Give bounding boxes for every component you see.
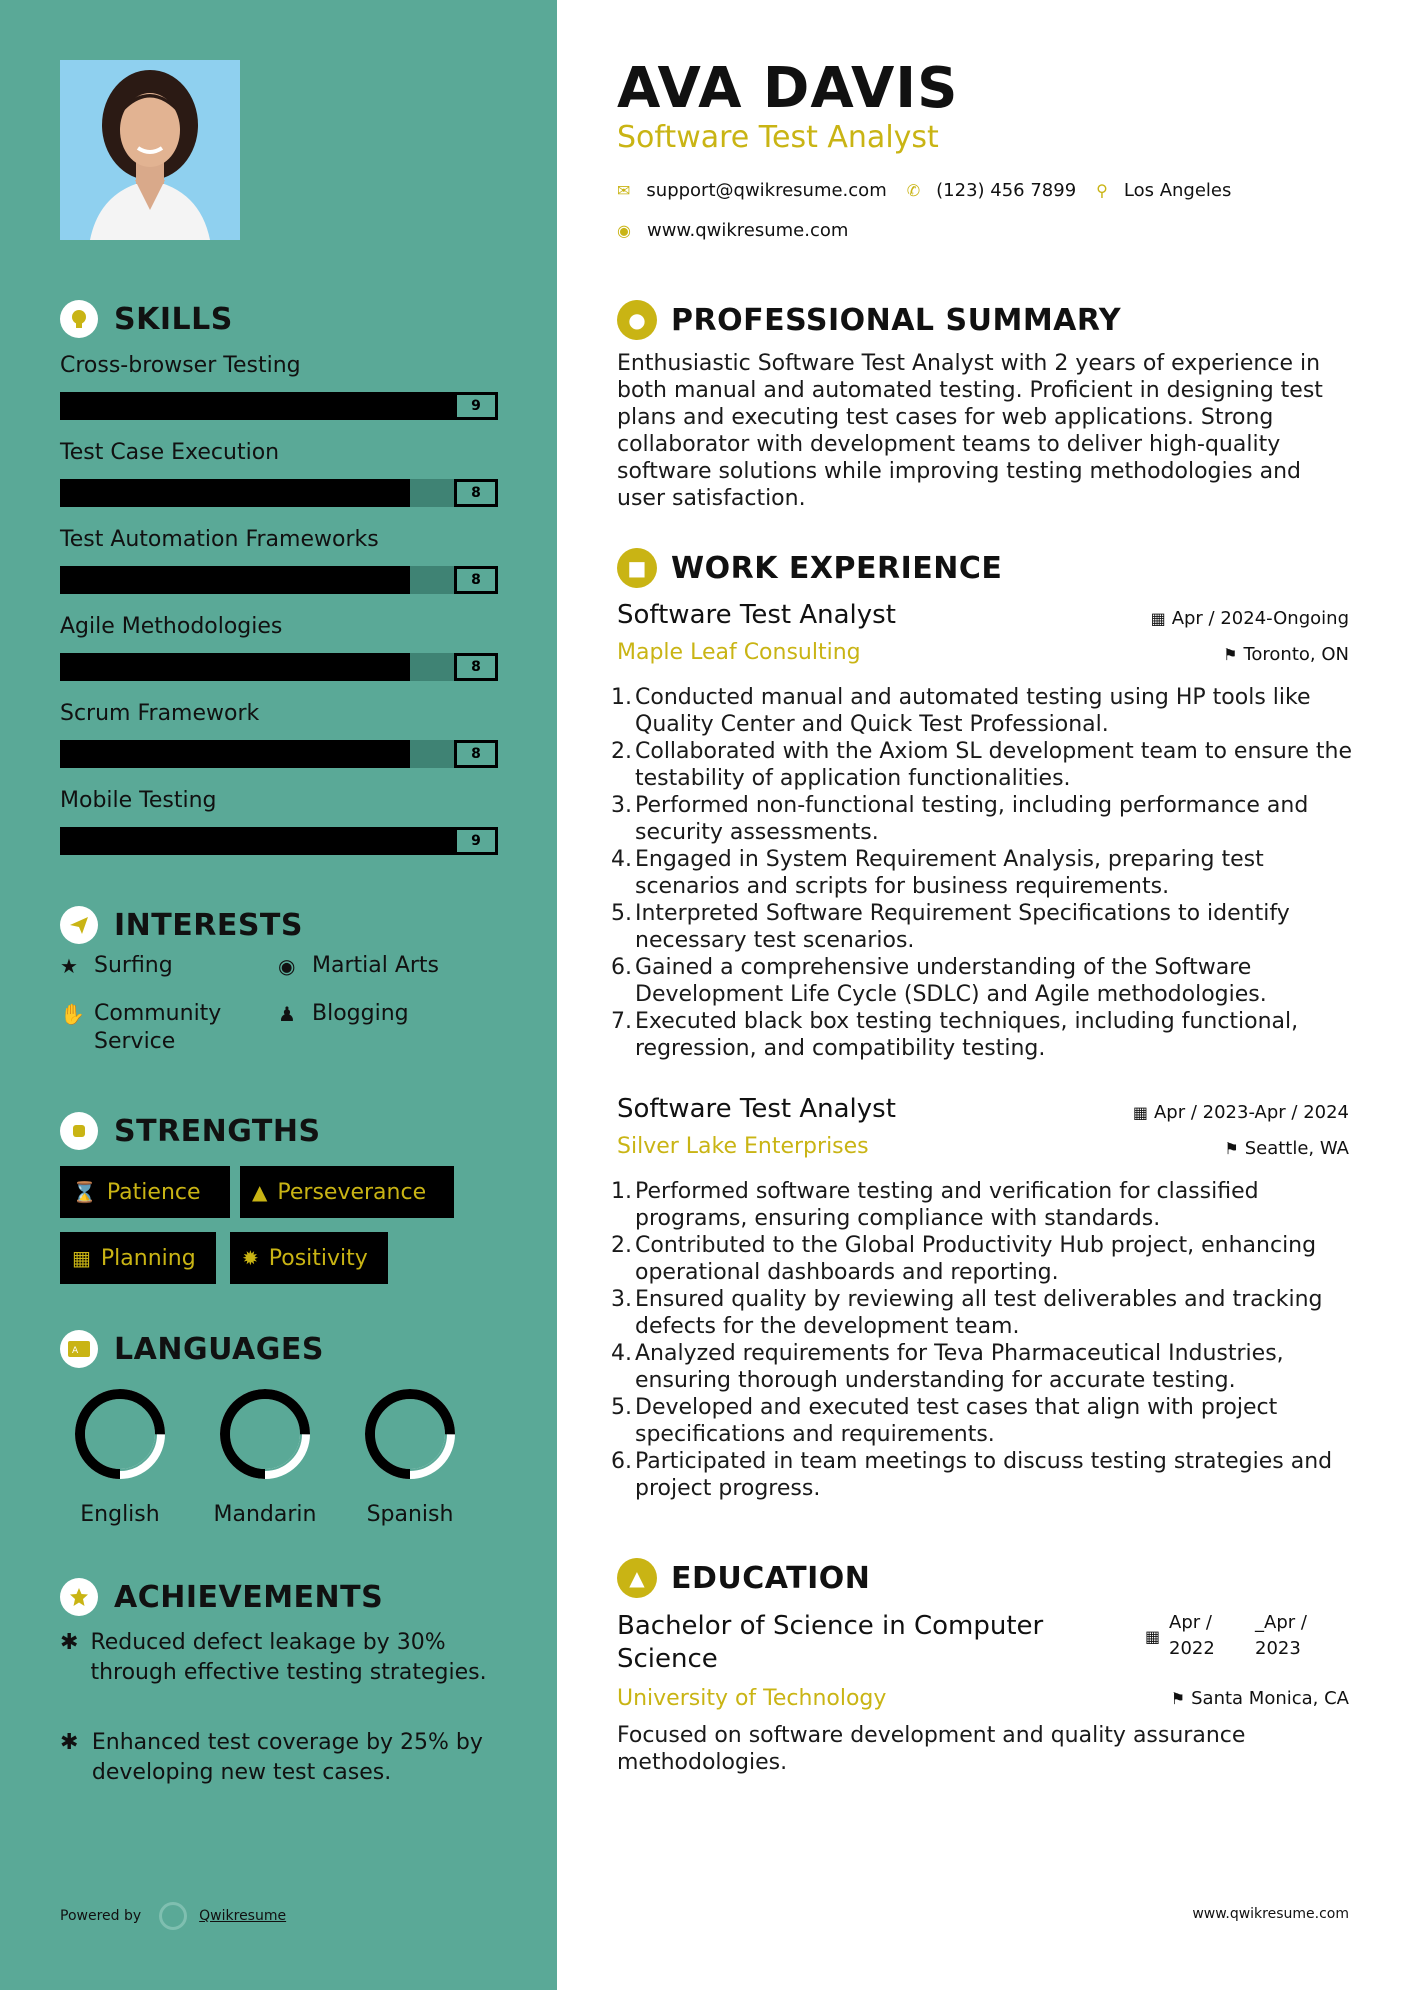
- skill-fill: [60, 827, 454, 855]
- strength-chip: [60, 1232, 216, 1284]
- job-title: Software Test Analyst: [617, 1094, 896, 1124]
- experience-heading: [617, 548, 1002, 588]
- job-bullet: 2. Collaborated with the Axiom SL development team to ensure the testability of application functionalities.: [611, 739, 1352, 791]
- interests-heading: [60, 906, 303, 944]
- skill-item: [60, 350, 498, 437]
- calendar-icon: ▦: [1145, 1627, 1161, 1646]
- strength-chip: [230, 1232, 388, 1284]
- skill-bar: [60, 479, 498, 507]
- skill-bar: [60, 827, 498, 855]
- achievement-item: [60, 1728, 500, 1788]
- skill-name: Test Case Execution: [60, 440, 280, 465]
- skill-item: [60, 698, 498, 785]
- mountain-icon: ▲: [252, 1180, 268, 1204]
- interest-item: [60, 952, 173, 980]
- skill-fill: [60, 479, 410, 507]
- language-item: [205, 1386, 325, 1527]
- sun-icon: ✹: [242, 1246, 259, 1270]
- job-bullet: 3. Ensured quality by reviewing all test deliverables and tracking defects for the development team.: [611, 1287, 1323, 1339]
- pin-icon: ⚑: [1223, 645, 1238, 664]
- language-label: Spanish: [366, 1502, 454, 1527]
- education-start: [1169, 1610, 1215, 1662]
- profile-photo-image: [60, 60, 240, 240]
- paper-plane-icon: [60, 906, 98, 944]
- education-location-text: Santa Monica, CA: [1191, 1688, 1349, 1709]
- job-bullet: 2. Contributed to the Global Productivity Hub project, enhancing operational dashboards and reporting.: [611, 1233, 1317, 1285]
- achievement-text: Enhanced test coverage by 25% by developing new test cases.: [91, 1730, 483, 1785]
- job-bullet: 7. Executed black box testing techniques, including functional, regression, and compatibility testing.: [611, 1009, 1299, 1061]
- language-gauge: [362, 1386, 458, 1482]
- education-end: [1255, 1610, 1307, 1662]
- translate-icon: [60, 1330, 98, 1368]
- language-label: English: [80, 1502, 160, 1527]
- svg-text:A: A: [72, 1346, 79, 1356]
- graduation-cap-icon: ▲: [617, 1558, 657, 1598]
- skill-bar: [60, 653, 498, 681]
- job-bullet: 6. Gained a comprehensive understanding of the Software Development Life Cycle (SDLC) and Agile methodologies.: [611, 955, 1267, 1007]
- footer-website[interactable]: www.qwikresume.com: [1192, 1906, 1349, 1922]
- interest-item: [278, 1000, 409, 1028]
- education-description: Focused on software development and quality assurance methodologies.: [617, 1723, 1246, 1775]
- strength-chip: [240, 1166, 454, 1218]
- globe-icon: ◉: [617, 221, 631, 240]
- contact-location: Los Angeles: [1123, 180, 1232, 201]
- strengths-title: STRENGTHS: [114, 1113, 321, 1149]
- strength-label: Planning: [100, 1245, 196, 1271]
- powered-by-label: Powered by: [60, 1908, 142, 1924]
- globe-icon: ◉: [278, 954, 296, 978]
- job-dates: [1151, 608, 1349, 629]
- job-company: Maple Leaf Consulting: [617, 640, 861, 665]
- job-dates-text: Apr / 2024-Ongoing: [1171, 608, 1349, 629]
- strength-chip: [60, 1166, 230, 1218]
- hand-icon: ✋: [60, 1002, 85, 1026]
- experience-title: WORK EXPERIENCE: [671, 550, 1003, 586]
- calendar-icon: ▦: [72, 1246, 91, 1270]
- skill-level: 8: [454, 566, 498, 594]
- skill-level: 8: [454, 653, 498, 681]
- skill-name: Mobile Testing: [60, 788, 217, 813]
- education-end-month: _Apr /: [1255, 1612, 1307, 1633]
- skill-fill: [60, 392, 454, 420]
- education-start-month: Apr /: [1169, 1612, 1212, 1633]
- job-bullet: 1. Performed software testing and verification for classified programs, ensuring compliance with standards.: [611, 1179, 1259, 1231]
- pin-icon: ⚑: [1170, 1689, 1186, 1708]
- star-burst-icon: ✱: [60, 1730, 79, 1755]
- education-title: EDUCATION: [671, 1560, 871, 1596]
- skill-name: Agile Methodologies: [60, 614, 283, 639]
- language-label: Mandarin: [213, 1502, 317, 1527]
- skill-level: 8: [454, 479, 498, 507]
- skill-level: 9: [454, 392, 498, 420]
- map-pin-icon: ⚲: [1096, 181, 1108, 200]
- skills-heading: [60, 300, 233, 338]
- star-icon: ★: [60, 954, 78, 978]
- interest-item: [278, 952, 439, 980]
- skill-item: [60, 437, 498, 524]
- achievement-item: [60, 1628, 500, 1688]
- sidebar: [0, 0, 557, 1990]
- languages-heading: [60, 1330, 324, 1368]
- language-item: [350, 1386, 470, 1527]
- job-bullet: 5. Interpreted Software Requirement Specifications to identify necessary test scenarios.: [611, 901, 1290, 953]
- candidate-title: Software Test Analyst: [617, 120, 939, 155]
- pin-icon: ⚑: [1224, 1139, 1239, 1158]
- education-degree: Bachelor of Science in Computer Science: [617, 1611, 1044, 1674]
- job-bullet: 6. Participated in team meetings to discuss testing strategies and project progress.: [611, 1449, 1333, 1501]
- strengths-heading: [60, 1112, 321, 1150]
- job-bullets: [611, 684, 1357, 1062]
- job-location-text: Seattle, WA: [1244, 1138, 1349, 1159]
- skill-item: [60, 611, 498, 698]
- skill-fill: [60, 566, 410, 594]
- language-gauge: [217, 1386, 313, 1482]
- education-start-year: 2022: [1169, 1638, 1215, 1659]
- skills-title: SKILLS: [114, 301, 233, 337]
- contact-email[interactable]: support@qwikresume.com: [646, 180, 887, 201]
- interest-item: [60, 1000, 250, 1056]
- profile-photo: [60, 60, 240, 240]
- language-gauge: [72, 1386, 168, 1482]
- interest-label: Martial Arts: [312, 953, 440, 978]
- hourglass-icon: ⌛: [72, 1180, 97, 1204]
- job-location: [1224, 1138, 1349, 1159]
- education-school: University of Technology: [617, 1686, 887, 1711]
- job-dates: [1133, 1102, 1349, 1123]
- job-title: Software Test Analyst: [617, 600, 896, 630]
- interests-title: INTERESTS: [114, 907, 303, 943]
- education-location: [1171, 1688, 1349, 1709]
- achievements-heading: [60, 1578, 383, 1616]
- summary-title: PROFESSIONAL SUMMARY: [671, 302, 1122, 338]
- education-heading: [617, 1558, 870, 1598]
- website-row: [617, 220, 848, 241]
- powered-by: [60, 1902, 286, 1930]
- summary-text: Enthusiastic Software Test Analyst with 2 years of experience in both manual and automated testing. Proficient in designing test plans and executing test cases for web applications. Strong collaborator with development teams to deliver high-quality software solutions while improving testing methodologies and user satisfaction.: [617, 351, 1323, 511]
- skill-bar: [60, 392, 498, 420]
- interest-label: Community Service: [94, 1001, 222, 1054]
- education-end-year: 2023: [1255, 1638, 1301, 1659]
- languages-title: LANGUAGES: [114, 1331, 324, 1367]
- skills-list: [60, 350, 498, 872]
- skill-bar: [60, 740, 498, 768]
- contact-phone[interactable]: (123) 456 7899: [936, 180, 1077, 201]
- calendar-icon: ▦: [1150, 609, 1166, 628]
- job-bullet: 4. Analyzed requirements for Teva Pharmaceutical Industries, ensuring thorough understanding for accurate testing.: [611, 1341, 1284, 1393]
- job-bullet: 4. Engaged in System Requirement Analysis, preparing test scenarios and scripts for business requirements.: [611, 847, 1264, 899]
- job-location-text: Toronto, ON: [1243, 644, 1349, 665]
- achievement-text: Reduced defect leakage by 30% through effective testing strategies.: [90, 1630, 487, 1685]
- skill-fill: [60, 653, 410, 681]
- contact-website[interactable]: www.qwikresume.com: [646, 220, 849, 241]
- job-company: Silver Lake Enterprises: [617, 1134, 869, 1159]
- calendar-icon: ▦: [1132, 1103, 1148, 1122]
- user-icon: ●: [617, 300, 657, 340]
- skill-level: 8: [454, 740, 498, 768]
- strength-label: Patience: [106, 1179, 201, 1205]
- job-bullet: 3. Performed non-functional testing, including performance and security assessments.: [611, 793, 1309, 845]
- job-bullets: [611, 1178, 1357, 1502]
- interest-label: Blogging: [312, 1001, 409, 1026]
- strength-label: Perseverance: [277, 1179, 427, 1205]
- contact-row: [617, 180, 1231, 201]
- job-dates-text: Apr / 2023-Apr / 2024: [1153, 1102, 1349, 1123]
- phone-icon: ✆: [906, 181, 921, 200]
- qwikresume-logo-icon: [159, 1902, 187, 1930]
- fist-icon: [60, 1112, 98, 1150]
- achievements-title: ACHIEVEMENTS: [114, 1579, 384, 1615]
- skill-item: [60, 785, 498, 872]
- qwikresume-link[interactable]: Qwikresume: [199, 1908, 287, 1924]
- skill-name: Scrum Framework: [60, 701, 260, 726]
- interest-label: Surfing: [94, 953, 173, 978]
- envelope-icon: ✉: [617, 181, 631, 200]
- language-item: [60, 1386, 180, 1527]
- users-icon: ♟: [278, 1002, 296, 1026]
- job-location: [1223, 644, 1349, 665]
- candidate-name: AVA DAVIS: [617, 56, 959, 121]
- skill-fill: [60, 740, 410, 768]
- briefcase-icon: ■: [617, 548, 657, 588]
- skill-level: 9: [454, 827, 498, 855]
- job-bullet: 5. Developed and executed test cases that align with project specifications and requirements.: [611, 1395, 1278, 1447]
- trophy-icon: [60, 1578, 98, 1616]
- skill-item: [60, 524, 498, 611]
- strength-label: Positivity: [268, 1245, 368, 1271]
- job-bullet: 1. Conducted manual and automated testing using HP tools like Quality Center and Quick Test Professional.: [611, 685, 1311, 737]
- skill-name: Test Automation Frameworks: [60, 527, 379, 552]
- lightbulb-icon: [60, 300, 98, 338]
- summary-heading: [617, 300, 1121, 340]
- skill-name: Cross-browser Testing: [60, 353, 301, 378]
- skill-bar: [60, 566, 498, 594]
- star-burst-icon: ✱: [60, 1630, 79, 1655]
